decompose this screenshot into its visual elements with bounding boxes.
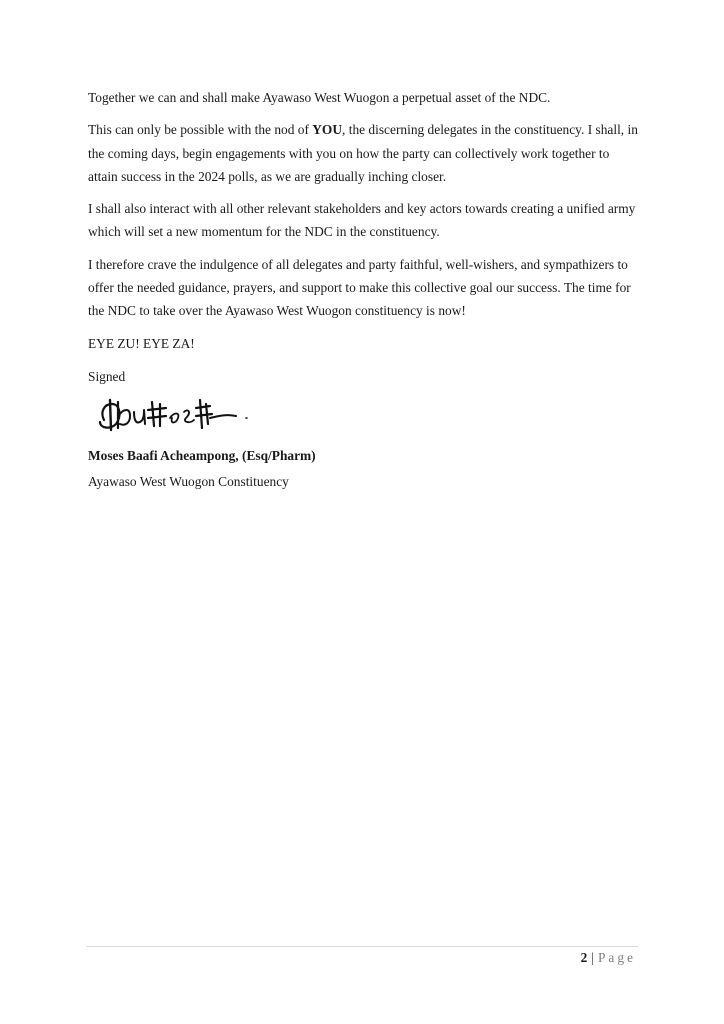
signer-name: Moses Baafi Acheampong, (Esq/Pharm)	[88, 448, 316, 464]
paragraph-4	[88, 253, 640, 323]
footer-separator: |	[591, 950, 594, 965]
page-label: Page	[597, 950, 636, 965]
paragraph-4-text: I therefore crave the indulgence of all delegates and party faithful, well-wishers, and sympathizers to offer the needed guidance, prayers, and support to make this collective goal our success. The time for the NDC to take over the Ayawaso West Wuogon constituency is now!	[88, 256, 631, 319]
signer-constituency: Ayawaso West Wuogon Constituency	[88, 473, 289, 489]
page-footer	[581, 950, 636, 966]
paragraph-1-text: Together we can and shall make Ayawaso West Wuogon a perpetual asset of the NDC.	[88, 90, 551, 105]
paragraph-2-text-start: This can only be possible with the nod of	[88, 122, 313, 138]
letter-body	[88, 86, 640, 493]
closing-slogan: EYE ZU! EYE ZA!	[88, 335, 195, 351]
paragraph-2-text-end: , the discerning delegates in the constituency. I shall, in the coming days, begin engagements with you on how the party can collectively work together to attain success in the 2024 polls, as we are gradually inching closer.	[88, 122, 638, 184]
handwritten-signature	[90, 394, 250, 438]
paragraph-1	[88, 86, 640, 109]
paragraph-2	[88, 118, 640, 188]
paragraph-2-emphasis: YOU	[312, 122, 343, 138]
paragraph-3-text: I shall also interact with all other relevant stakeholders and key actors towards creating a unified army which will set a new momentum for the NDC in the constituency.	[88, 201, 636, 240]
footer-divider	[86, 946, 638, 947]
page-number: 2	[580, 950, 588, 965]
signed-label: Signed	[88, 368, 126, 384]
paragraph-3	[88, 197, 640, 244]
